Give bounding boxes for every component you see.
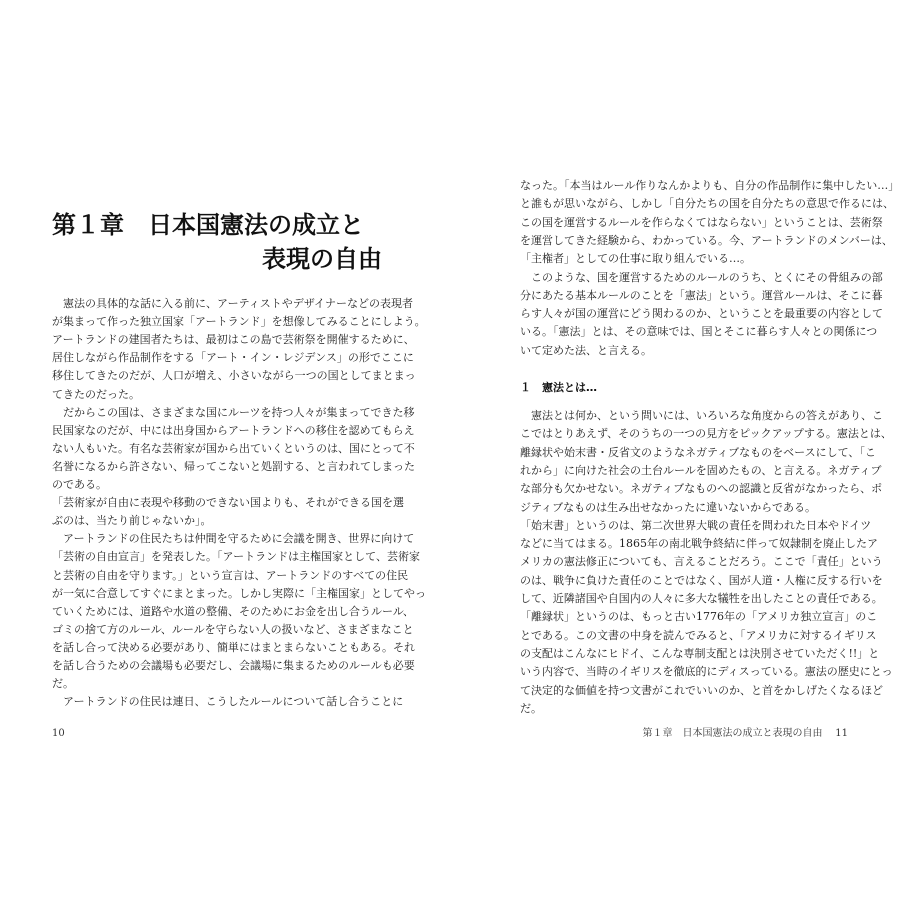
- chapter-title-line-2: 表現の自由: [262, 245, 382, 273]
- text-line: を運営してきた経験から、わかっている。今、アートランドのメンバーは、: [520, 233, 893, 247]
- text-line: アートランドの建国者たちは、最初はこの島で芸術祭を開催するために、: [52, 333, 415, 347]
- text-line: 「主権者」としての仕事に取り組んでいる…。: [520, 252, 751, 266]
- text-line: アートランドの住民は連日、こうしたルールについて話し合うことに: [52, 695, 404, 709]
- text-line: この国を運営するルールを作らなくてはならない」ということは、芸術祭: [520, 215, 883, 229]
- text-line: 移住してきたのだが、人口が増え、小さいながら一つの国としてまとまっ: [52, 369, 416, 383]
- text-line: して、近隣諸国や自国内の人々に多大な犠牲を出したことの責任である。: [520, 592, 883, 605]
- page-number-left: 10: [52, 728, 65, 739]
- text-line: なった。「本当はルール作りなんかよりも、自分の作品制作に集中したい…」: [520, 179, 900, 192]
- text-line: 「離縁状」というのは、もっと古い1776年の「アメリカ独立宣言」のこ: [520, 610, 878, 624]
- text-line: いる。「憲法」とは、その意味では、国とそこに暮らす人々との関係につ: [520, 325, 878, 339]
- text-line: を話し合うための会議場も必要だし、会議場に集まるためのルールも必要: [52, 659, 415, 672]
- running-head: 第１章 日本国憲法の成立と表現の自由: [642, 728, 823, 739]
- text-line: いう内容で、当時のイギリスを徹底的にディスっている。憲法の歴史にとっ: [520, 665, 893, 679]
- text-line: のである。: [52, 478, 107, 491]
- text-line: ゴミの捨て方のルール、ルールを守らない人の扱いなど、さまざまなこと: [52, 622, 414, 636]
- text-line: ジティブなものは生み出せなかったに違いないからである。: [520, 500, 817, 514]
- text-line: と誰もが思いながら、しかし「自分たちの国を自分たちの意思で作るには、: [520, 197, 894, 211]
- text-line: の支配はこんなにヒドイ、こんな専制支配とは決別させていただく!!」と: [520, 646, 880, 660]
- text-line: らす人々が国の運営にどう関わるのか、ということを最重要の内容として: [520, 307, 883, 321]
- text-line: 民国家なのだが、中には出身国からアートランドへの移住を認めてもらえ: [52, 423, 415, 437]
- section-heading: １ 憲法とは…: [520, 381, 597, 394]
- text-line: ていくためには、道路や水道の整備、そのためにお金を出し合うルール、: [52, 604, 414, 618]
- text-line: 「始末書」というのは、第二次世界大戦の責任を問われた日本やドイツ: [520, 518, 872, 532]
- text-line: 離縁状や始末書・反省文のようなネガティブなものをベースにして、「こ: [520, 445, 876, 459]
- text-line: 分にあたる基本ルールのことを「憲法」という。運営ルールは、そこに暮: [520, 288, 883, 302]
- text-line: 居住しながら作品制作をする「アート・イン・レジデンス」の形でここに: [52, 351, 414, 365]
- text-line: だ。: [520, 701, 542, 715]
- text-line: だ。: [52, 677, 74, 691]
- text-line: てきたのだった。: [52, 387, 140, 401]
- text-line: と芸術の自由を守ります。」という宣言は、アートランドのすべての住民: [52, 568, 409, 582]
- text-line: 名誉になるから許さない、帰ってこないと処罰する、と言われてしまった: [52, 459, 415, 473]
- text-line: いて定めた法、と言える。: [520, 343, 652, 357]
- chapter-title: [52, 208, 382, 276]
- text-line: が一気に合意してすぐにまとまった。しかし実際に「主権国家」としてやっ: [52, 586, 426, 600]
- text-line: て決定的な価値を持つ文書がこれでいいのか、と首をかしげたくなるほど: [520, 683, 883, 697]
- text-line: のは、戦争に負けた責任のことではなく、国が人道・人権に反する行いを: [520, 573, 883, 587]
- text-line: ない人もいた。有名な芸術家が国から出ていくというのは、国にとって不: [52, 441, 415, 455]
- text-line: とである。この文書の中身を読んでみると、「アメリカに対するイギリス: [520, 628, 877, 642]
- text-line: な部分も欠かせない。ネガティブなものへの認識と反省がなかったら、ポ: [520, 482, 883, 496]
- text-line: ぶのは、当たり前じゃないか」。: [52, 514, 212, 528]
- running-footer: [643, 728, 848, 740]
- text-line: が集まって作った独立国家「アートランド」を想像してみることにしよう。: [52, 315, 426, 329]
- text-line: 「芸術の自由宣言」を発表した。「アートランドは主権国家として、芸術家: [52, 550, 420, 564]
- text-line: こではとりあえず、そのうちの一つの見方をピックアップする。憲法とは、: [520, 427, 892, 441]
- text-line: メリカの憲法修正についても、言えることだろう。ここで「責任」という: [520, 555, 883, 569]
- text-line: などに当てはまる。1865年の南北戦争終結に伴って奴隷制を廃止したア: [520, 537, 878, 551]
- page-number-right: 11: [835, 728, 848, 739]
- text-line: れから」に向けた社会の土台ルールを固めたもの、と言える。ネガティブ: [520, 463, 882, 477]
- text-line: このような、国を運営するためのルールのうち、とくにその骨組みの部: [520, 270, 883, 284]
- text-line: だからこの国は、さまざまな国にルーツを持つ人々が集まってできた移: [52, 405, 415, 419]
- text-line: 憲法とは何か、という問いには、いろいろな角度からの答えがあり、こ: [520, 409, 883, 422]
- right-page: [450, 0, 900, 900]
- text-line: を話し合って決める必要があり、簡単にはまとまらないこともある。それ: [52, 640, 415, 654]
- text-line: 憲法の具体的な話に入る前に、アーティストやデザイナーなどの表現者: [52, 297, 414, 310]
- text-line: 「芸術家が自由に表現や移動のできない国よりも、それができる国を選: [52, 496, 404, 510]
- text-line: アートランドの住民たちは仲間を守るために会議を開き、世界に向けて: [52, 532, 415, 546]
- chapter-title-line-1: 第１章 日本国憲法の成立と: [52, 211, 364, 239]
